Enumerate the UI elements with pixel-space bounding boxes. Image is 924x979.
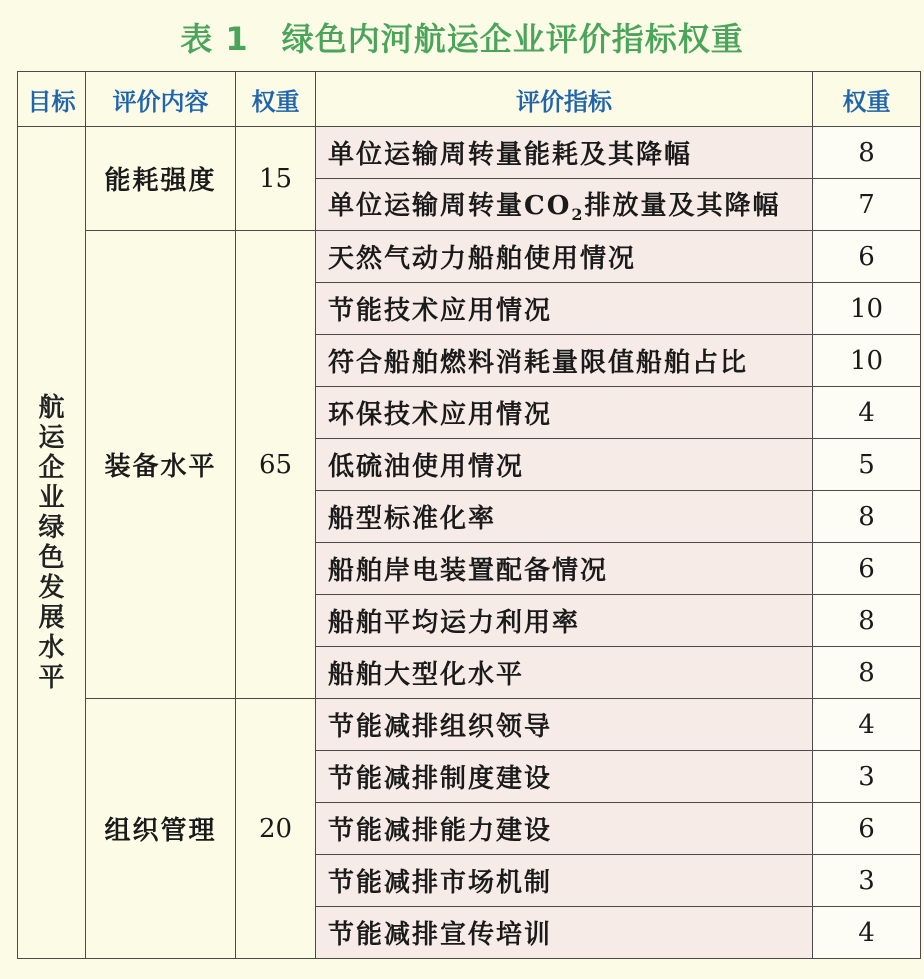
header-content-weight: 权重 bbox=[236, 72, 316, 127]
indicator-weight-cell: 3 bbox=[813, 751, 921, 803]
goal-text: 航运企业绿色发展水平 bbox=[38, 392, 65, 693]
indicator-weight-cell: 4 bbox=[813, 907, 921, 959]
indicator-cell: 船舶平均运力利用率 bbox=[316, 595, 813, 647]
content-weight-cell: 65 bbox=[236, 231, 316, 699]
goal-cell bbox=[18, 127, 86, 959]
table-row bbox=[18, 231, 921, 283]
indicator-weight-cell: 3 bbox=[813, 855, 921, 907]
indicator-weight-cell: 6 bbox=[813, 231, 921, 283]
indicator-weight-cell: 8 bbox=[813, 127, 921, 179]
indicator-cell: 船舶岸电装置配备情况 bbox=[316, 543, 813, 595]
table-title: 表 1 绿色内河航运企业评价指标权重 bbox=[180, 20, 744, 58]
indicator-cell: 船舶大型化水平 bbox=[316, 647, 813, 699]
indicator-cell: 节能减排市场机制 bbox=[316, 855, 813, 907]
header-content: 评价内容 bbox=[86, 72, 236, 127]
indicator-cell: 节能减排宣传培训 bbox=[316, 907, 813, 959]
indicator-cell: 环保技术应用情况 bbox=[316, 387, 813, 439]
indicator-cell: 节能减排制度建设 bbox=[316, 751, 813, 803]
indicator-text-part: 排放量及其降幅 bbox=[584, 190, 781, 221]
indicator-cell: 符合船舶燃料消耗量限值船舶占比 bbox=[316, 335, 813, 387]
content-cell: 能耗强度 bbox=[86, 127, 236, 231]
indicator-cell bbox=[316, 179, 813, 231]
indicator-weight-cell: 8 bbox=[813, 491, 921, 543]
content-weight-cell: 15 bbox=[236, 127, 316, 231]
header-goal: 目标 bbox=[18, 72, 86, 127]
table-row bbox=[18, 127, 921, 179]
weights-table bbox=[17, 71, 921, 959]
content-weight-cell: 20 bbox=[236, 699, 316, 959]
indicator-weight-cell: 7 bbox=[813, 179, 921, 231]
indicator-cell: 低硫油使用情况 bbox=[316, 439, 813, 491]
indicator-cell: 节能减排组织领导 bbox=[316, 699, 813, 751]
header-row bbox=[18, 72, 921, 127]
indicator-weight-cell: 6 bbox=[813, 803, 921, 855]
content-cell: 装备水平 bbox=[86, 231, 236, 699]
indicator-weight-cell: 8 bbox=[813, 595, 921, 647]
indicator-cell: 天然气动力船舶使用情况 bbox=[316, 231, 813, 283]
subscript-2: 2 bbox=[571, 205, 585, 225]
indicator-cell: 节能减排能力建设 bbox=[316, 803, 813, 855]
indicator-weight-cell: 10 bbox=[813, 283, 921, 335]
indicator-weight-cell: 4 bbox=[813, 699, 921, 751]
indicator-weight-cell: 10 bbox=[813, 335, 921, 387]
indicator-weight-cell: 5 bbox=[813, 439, 921, 491]
indicator-weight-cell: 4 bbox=[813, 387, 921, 439]
indicator-cell: 节能技术应用情况 bbox=[316, 283, 813, 335]
indicator-weight-cell: 8 bbox=[813, 647, 921, 699]
table-row bbox=[18, 699, 921, 751]
indicator-weight-cell: 6 bbox=[813, 543, 921, 595]
indicator-cell: 单位运输周转量能耗及其降幅 bbox=[316, 127, 813, 179]
indicator-text-part: 单位运输周转量CO bbox=[328, 190, 572, 221]
content-cell: 组织管理 bbox=[86, 699, 236, 959]
header-indicator-weight: 权重 bbox=[813, 72, 921, 127]
indicator-cell: 船型标准化率 bbox=[316, 491, 813, 543]
header-indicator: 评价指标 bbox=[316, 72, 813, 127]
